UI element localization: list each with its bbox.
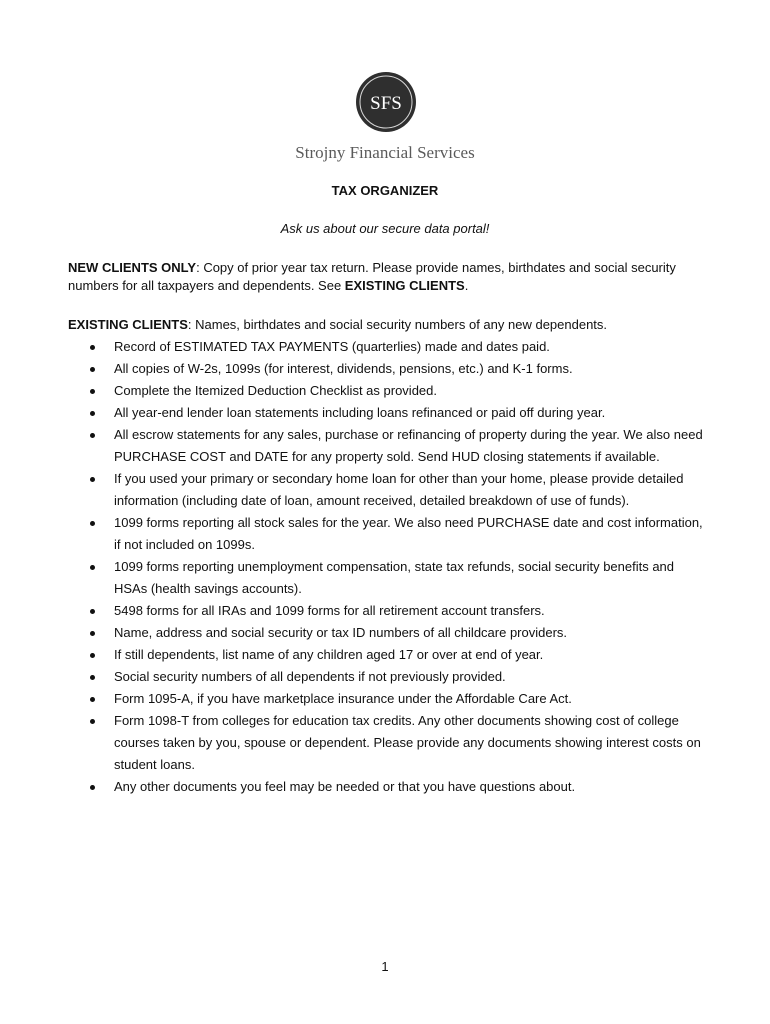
bullet-icon (90, 609, 95, 614)
list-item-text: All escrow statements for any sales, purchase or refinancing of property during the year. We also need PURCHASE COST and DATE for any property sold. Send HUD closing statements if available. (114, 427, 703, 464)
bullet-icon (90, 411, 95, 416)
document-title: TAX ORGANIZER (331, 183, 439, 198)
list-item-text: Social security numbers of all dependents if not previously provided. (114, 669, 506, 684)
existing-clients-text: : Names, birthdates and social security numbers of any new dependents. (187, 317, 608, 332)
list-item-text: Form 1098-T from colleges for education tax credits. Any other documents showing cost of college courses taken by you, spouse or dependent. Please provide any documents showing interest costs on student loans. (114, 713, 701, 772)
list-item-text: 5498 forms for all IRAs and 1099 forms for all retirement account transfers. (114, 603, 545, 618)
list-item (86, 468, 706, 512)
list-item-text: Record of ESTIMATED TAX PAYMENTS (quarterlies) made and dates paid. (114, 339, 550, 354)
list-item-text: If still dependents, list name of any children aged 17 or over at end of year. (114, 647, 544, 662)
list-item (86, 424, 706, 468)
bullet-icon (90, 565, 95, 570)
bullet-icon (90, 697, 95, 702)
list-item (86, 666, 706, 688)
bullet-icon (90, 521, 95, 526)
list-item-text: Any other documents you feel may be needed or that you have questions about. (114, 779, 576, 794)
new-clients-end: . (464, 278, 469, 293)
new-clients-paragraph (68, 259, 708, 295)
list-item-text: 1099 forms reporting unemployment compensation, state tax refunds, social security benefits and HSAs (health savings accounts). (114, 559, 675, 596)
new-clients-text: : Copy of prior year tax return. Please provide names, birthdates and social security numbers for all taxpayers and dependents. See (68, 260, 676, 293)
bullet-icon (90, 367, 95, 372)
bullet-icon (90, 433, 95, 438)
list-item-text: Complete the Itemized Deduction Checklist as provided. (114, 383, 437, 398)
existing-clients-paragraph (68, 316, 708, 334)
list-item-text: All copies of W-2s, 1099s (for interest, dividends, pensions, etc.) and K-1 forms. (114, 361, 573, 376)
list-item (86, 600, 706, 622)
bullet-icon (90, 631, 95, 636)
list-item (86, 644, 706, 666)
list-item (86, 402, 706, 424)
company-name: Strojny Financial Services (295, 143, 475, 162)
bullet-icon (90, 389, 95, 394)
list-item-text: 1099 forms reporting all stock sales for the year. We also need PURCHASE date and cost information, if not included on 1099s. (114, 515, 703, 552)
existing-clients-label: EXISTING CLIENTS (68, 317, 188, 332)
bullet-icon (90, 345, 95, 350)
bullet-icon (90, 719, 95, 724)
list-item (86, 336, 706, 358)
sfs-logo (355, 71, 417, 133)
list-item (86, 710, 706, 776)
bullet-icon (90, 477, 95, 482)
list-item (86, 622, 706, 644)
list-item (86, 512, 706, 556)
list-item (86, 358, 706, 380)
logo-text: SFS (370, 93, 402, 114)
new-clients-label: NEW CLIENTS ONLY (68, 260, 197, 275)
tagline: Ask us about our secure data portal! (280, 221, 490, 236)
list-item (86, 688, 706, 710)
list-item (86, 776, 706, 798)
list-item (86, 556, 706, 600)
bullet-icon (90, 653, 95, 658)
existing-clients-ref: EXISTING CLIENTS (344, 278, 465, 293)
list-item (86, 380, 706, 402)
page-number: 1 (381, 959, 389, 974)
list-item-text: Name, address and social security or tax ID numbers of all childcare providers. (114, 625, 568, 640)
document-checklist (86, 336, 706, 798)
list-item-text: If you used your primary or secondary home loan for other than your home, please provide detailed information (including date of loan, amount received, detailed breakdown of use of funds). (114, 471, 684, 508)
list-item-text: All year-end lender loan statements including loans refinanced or paid off during year. (114, 405, 606, 420)
list-item-text: Form 1095-A, if you have marketplace insurance under the Affordable Care Act. (114, 691, 572, 706)
bullet-icon (90, 675, 95, 680)
bullet-icon (90, 785, 95, 790)
